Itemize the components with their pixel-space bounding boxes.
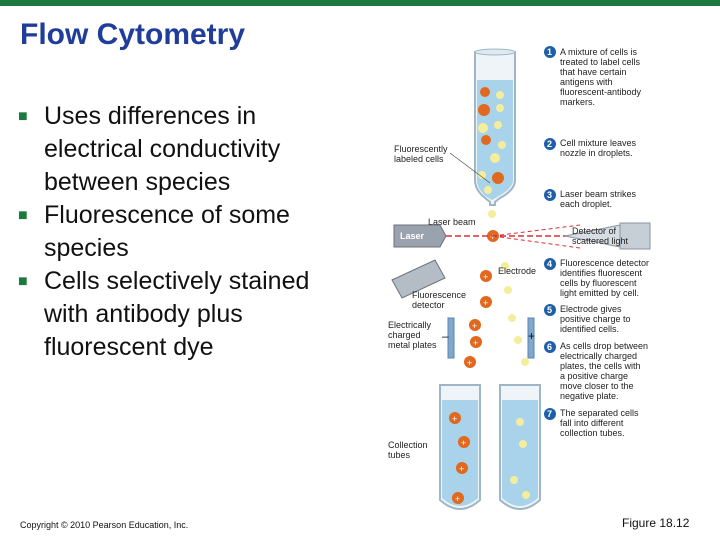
svg-text:5: 5 <box>547 305 553 315</box>
bullet-list <box>18 100 338 364</box>
step-7 <box>544 408 641 438</box>
minus-sign: – <box>442 329 449 343</box>
svg-text:+: + <box>483 298 489 308</box>
label-laser: Laser <box>400 231 425 241</box>
collection-tube-right <box>500 385 540 509</box>
step-3 <box>544 189 639 209</box>
bullet-item: ■ Cells selectively stained with antibody plus fluorescent dye <box>18 267 310 361</box>
label-fluorescent-cells-1: Fluorescently <box>394 144 448 154</box>
step-6 <box>544 341 651 401</box>
label-laser-beam: Laser beam <box>428 217 476 227</box>
svg-text:1: 1 <box>547 47 553 57</box>
label-detector-2: scattered light <box>572 236 629 246</box>
svg-text:Laser beam strikes each: Laser beam strikes each droplet. <box>560 189 637 209</box>
svg-text:+: + <box>455 494 461 504</box>
svg-text:3: 3 <box>547 190 553 200</box>
svg-text:Cell mixture leaves nozz: Cell mixture leaves nozzle in droplets. <box>560 138 637 158</box>
svg-text:As cells drop between el: As cells drop between electrically charged plates, the cells with a positive charge move closer to the negative plate. <box>560 341 649 401</box>
svg-text:6: 6 <box>547 342 553 352</box>
svg-text:+: + <box>467 358 473 368</box>
svg-text:+: + <box>472 321 478 331</box>
svg-text:Fluorescence detector id: Fluorescence detector identifies fluorescent cells by fluorescent light emitted by cell. <box>560 258 650 298</box>
svg-text:+: + <box>459 464 465 474</box>
step-4 <box>544 258 652 298</box>
svg-text:Electrode gives positive: Electrode gives positive charge to identified cells. <box>560 304 631 334</box>
step-1 <box>544 46 644 107</box>
svg-text:+: + <box>452 414 458 424</box>
bullet-item: ■ Uses differences in electrical conductivity between species <box>18 102 281 196</box>
bullet-square-icon: ■ <box>18 108 28 125</box>
figure-caption: Figure 18.12 <box>622 516 690 530</box>
label-plates-2: charged <box>388 330 421 340</box>
bullet-item: ■ Fluorescence of some species <box>18 201 290 262</box>
slide-title: Flow Cytometry <box>20 18 246 51</box>
negative-plate <box>448 318 454 358</box>
svg-text:The separated cells fall: The separated cells fall into different collection tubes. <box>560 408 639 438</box>
label-electrode: Electrode <box>498 266 537 276</box>
svg-text:+: + <box>483 272 489 282</box>
top-accent-bar <box>0 0 720 6</box>
svg-text:4: 4 <box>547 259 553 269</box>
svg-text:2: 2 <box>547 139 553 149</box>
flow-cytometry-diagram <box>380 40 720 520</box>
svg-text:7: 7 <box>547 409 553 419</box>
svg-text:+: + <box>473 338 479 348</box>
label-detector-1: Detector of <box>572 226 617 236</box>
label-fluorescence-detector-1: Fluorescence <box>412 290 467 300</box>
svg-text:+: + <box>461 438 467 448</box>
label-plates-3: metal plates <box>388 340 437 350</box>
bullet-square-icon: ■ <box>18 273 28 290</box>
label-plates-1: Electrically <box>388 320 432 330</box>
step-5 <box>544 304 633 334</box>
svg-text:A mixture of cells is tr: A mixture of cells is treated to label cells that have certain antigens with fluorescent-antibody markers. <box>560 47 642 107</box>
svg-text:+: + <box>490 232 496 242</box>
label-collection-tubes-2: tubes <box>388 450 411 460</box>
collection-tube-left <box>440 385 480 509</box>
step-2 <box>544 138 639 158</box>
plus-sign: + <box>528 329 536 343</box>
copyright-text: Copyright © 2010 Pearson Education, Inc. <box>20 520 189 530</box>
label-fluorescent-cells-2: labeled cells <box>394 154 444 164</box>
bullet-square-icon: ■ <box>18 207 28 224</box>
label-collection-tubes-1: Collection <box>388 440 428 450</box>
droplets <box>464 210 529 368</box>
label-fluorescence-detector-2: detector <box>412 300 445 310</box>
